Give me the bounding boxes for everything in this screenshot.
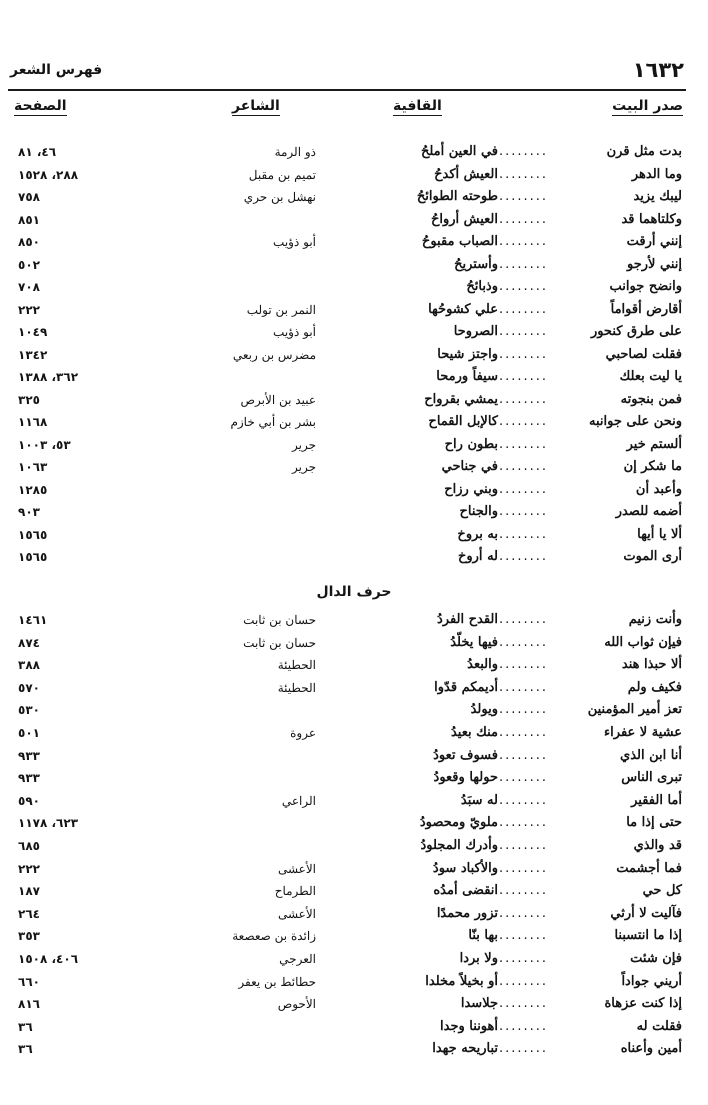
leader-dots: ........ xyxy=(498,391,548,407)
rhyme: العيش أكدحُ xyxy=(434,166,498,182)
first-hemistich: قد والذي xyxy=(633,838,682,853)
poet-name: زائدة بن صعصعة xyxy=(232,929,316,944)
index-row xyxy=(0,722,708,744)
poet-name: الراعي xyxy=(281,793,316,808)
index-row xyxy=(0,745,708,767)
index-row xyxy=(0,344,708,366)
leader-dots: ........ xyxy=(498,211,548,227)
index-row xyxy=(0,321,708,343)
poet-name: الحطيئة xyxy=(277,680,316,695)
index-row xyxy=(0,790,708,812)
poet-name: الأعشى xyxy=(277,906,316,921)
rhyme: الصروحا xyxy=(453,324,498,339)
page-reference: ٤٦، ٨١ xyxy=(18,145,57,159)
rhyme: وأستريحُ xyxy=(454,256,498,272)
rhyme: طوحته الطوائحُ xyxy=(416,189,498,204)
rhyme: وبني رزاح xyxy=(444,481,498,497)
page-reference: ٥٩٠ xyxy=(18,793,40,808)
index-row xyxy=(0,456,708,478)
leader-dots: ........ xyxy=(498,414,548,429)
page-reference: ٣٦ xyxy=(18,1042,33,1057)
rhyme: القدح الفردُ xyxy=(436,612,498,627)
page-reference: ٣٦ xyxy=(18,1019,33,1034)
rhyme: سيفاً ورمحا xyxy=(436,369,498,384)
rhyme: انقضى أمدُه xyxy=(433,883,498,899)
rhyme: في جناحي xyxy=(441,459,498,474)
page-reference: ٦٢٣، ١١٧٨ xyxy=(18,816,79,831)
poet-name: جرير xyxy=(292,437,316,452)
leader-dots: ........ xyxy=(498,928,548,944)
poet-name: حسان بن ثابت xyxy=(243,613,316,627)
page-number: ١٦٣٢ xyxy=(632,58,684,82)
rhyme: له أروخ xyxy=(457,549,498,564)
poet-name: الأحوص xyxy=(277,997,316,1012)
index-row xyxy=(0,993,708,1015)
poet-name: عروة xyxy=(290,726,316,740)
index-row xyxy=(0,1038,708,1060)
index-row xyxy=(0,434,708,456)
rhyme: بها بنّا xyxy=(468,928,498,944)
page-reference: ١٥٦٥ xyxy=(18,550,48,564)
rhyme: والجناح xyxy=(459,504,498,519)
rhyme: فيها يخلّدُ xyxy=(450,634,498,650)
leader-dots: ........ xyxy=(498,436,548,452)
page-reference: ٩٠٣ xyxy=(18,505,40,519)
leader-dots: ........ xyxy=(498,346,548,362)
leader-dots: ........ xyxy=(498,883,548,899)
leader-dots: ........ xyxy=(498,747,548,763)
first-hemistich: أقارض أقواماً xyxy=(610,301,682,317)
column-header-rhyme: القافية xyxy=(393,98,442,114)
header-rule xyxy=(8,89,686,91)
first-hemistich: ألا يا أيها xyxy=(637,526,682,542)
first-hemistich: فيإن ثواب الله xyxy=(604,634,682,650)
rhyme: وأدرك المجلودُ xyxy=(420,838,498,853)
first-hemistich: كل حي xyxy=(642,883,682,899)
index-row xyxy=(0,880,708,902)
index-row xyxy=(0,858,708,880)
leader-dots: ........ xyxy=(498,301,548,317)
leader-dots: ........ xyxy=(498,702,548,718)
page-reference: ٦٨٥ xyxy=(18,839,40,853)
first-hemistich: فما أجشمت xyxy=(616,860,682,876)
first-hemistich: حتى إذا ما xyxy=(626,815,682,831)
index-row xyxy=(0,366,708,388)
index-row xyxy=(0,903,708,925)
page-reference: ١٠٦٣ xyxy=(18,460,48,474)
index-row xyxy=(0,812,708,834)
first-hemistich: إذا ما انتسبنا xyxy=(614,928,682,944)
leader-dots: ........ xyxy=(498,144,548,159)
rhyme: العيش أرواحُ xyxy=(430,211,498,227)
first-hemistich: وانضح جوانب xyxy=(609,279,682,294)
index-row xyxy=(0,767,708,789)
page-reference: ٨٧٤ xyxy=(18,635,40,650)
first-hemistich: أضمه للصدر xyxy=(615,504,682,519)
page-reference: ٣٨٨ xyxy=(18,658,40,673)
page-reference: ٥٠١ xyxy=(18,726,40,740)
first-hemistich: أنا ابن الذي xyxy=(620,747,682,763)
page-reference: ٣٦٢، ١٣٨٨ xyxy=(18,370,79,384)
page-reference: ٥٠٢ xyxy=(18,257,40,272)
leader-dots: ........ xyxy=(498,657,548,673)
page-reference: ٢٦٤ xyxy=(18,906,40,921)
index-row xyxy=(0,699,708,721)
leader-dots: ........ xyxy=(498,526,548,542)
poet-name: ذو الرمة xyxy=(274,145,316,159)
page-reference: ٧٥٨ xyxy=(18,190,40,204)
first-hemistich: أمين وأعناه xyxy=(620,1041,682,1057)
first-hemistich: أرى الموت xyxy=(623,549,682,564)
first-hemistich: تعز أمير المؤمنين xyxy=(587,702,682,718)
leader-dots: ........ xyxy=(498,815,548,831)
index-row xyxy=(0,501,708,523)
rhyme: تزور محمدًا xyxy=(436,905,498,921)
index-row xyxy=(0,479,708,501)
rhyme: والبعدُ xyxy=(467,657,498,673)
leader-dots: ........ xyxy=(498,860,548,876)
rhyme: ولا بردا xyxy=(459,951,498,966)
poet-name: عبيد بن الأبرص xyxy=(240,392,316,407)
page-reference: ٤٠٦، ١٥٠٨ xyxy=(18,952,79,966)
page-reference: ١٠٤٩ xyxy=(18,325,48,339)
page-reference: ٨٥١ xyxy=(18,212,40,227)
first-hemistich: فإن شئت xyxy=(630,951,682,966)
leader-dots: ........ xyxy=(498,634,548,650)
first-hemistich: على طرق كنحور xyxy=(590,324,682,339)
rhyme: تباريحه جهدا xyxy=(432,1041,498,1057)
poet-name: جرير xyxy=(292,460,316,474)
column-header-page: الصفحة xyxy=(14,98,67,114)
leader-dots: ........ xyxy=(498,481,548,497)
page-reference: ٥٣٠ xyxy=(18,703,40,718)
leader-dots: ........ xyxy=(498,905,548,921)
page-reference: ٣٢٥ xyxy=(18,392,40,407)
column-header-first-hemistich: صدر البيت xyxy=(612,98,683,114)
page-reference: ٩٣٣ xyxy=(18,748,40,763)
first-hemistich: تبرى الناس xyxy=(621,770,682,786)
poet-name: تميم بن مقبل xyxy=(248,167,316,182)
section-heading-dal: حرف الدال xyxy=(316,584,392,600)
leader-dots: ........ xyxy=(498,166,548,182)
first-hemistich: ألستم خير xyxy=(626,436,682,452)
poet-name: الأعشى xyxy=(277,861,316,876)
leader-dots: ........ xyxy=(498,549,548,564)
first-hemistich: فمن بنجوته xyxy=(620,391,682,407)
leader-dots: ........ xyxy=(498,279,548,294)
index-row xyxy=(0,254,708,276)
leader-dots: ........ xyxy=(498,770,548,786)
rhyme: بطون راح xyxy=(444,436,498,452)
rhyme: علي كشوحُها xyxy=(428,301,498,317)
leader-dots: ........ xyxy=(498,679,548,695)
index-row xyxy=(0,231,708,253)
page-reference: ٨١٦ xyxy=(18,997,40,1012)
rhyme: والأكباد سودُ xyxy=(432,860,498,876)
rhyme: وذبائحُ xyxy=(466,279,498,294)
rhyme: أديمكم قدّوا xyxy=(434,679,498,695)
leader-dots: ........ xyxy=(498,1018,548,1034)
rhyme: الصباب مقبوحُ xyxy=(421,234,498,249)
index-row xyxy=(0,609,708,631)
first-hemistich: وكلتاهما قد xyxy=(621,211,682,227)
first-hemistich: بدت مثل قرن xyxy=(606,144,682,159)
first-hemistich: ما شكر إن xyxy=(623,459,682,474)
index-row xyxy=(0,209,708,231)
running-title: فهرس الشعر xyxy=(10,62,103,78)
poet-name: أبو ذؤيب xyxy=(273,235,316,249)
first-hemistich: فقلت لصاحبي xyxy=(605,346,682,362)
index-row xyxy=(0,654,708,676)
leader-dots: ........ xyxy=(498,951,548,966)
first-hemistich: عشية لا عفراء xyxy=(604,725,682,740)
rhyme: واجتز شيحا xyxy=(437,346,498,362)
index-row xyxy=(0,925,708,947)
page-reference: ٧٠٨ xyxy=(18,280,40,294)
leader-dots: ........ xyxy=(498,234,548,249)
rhyme: له سبَدُ xyxy=(460,792,498,808)
first-hemistich: فآليت لا أرثي xyxy=(610,905,682,921)
index-row xyxy=(0,971,708,993)
rhyme: به بروخ xyxy=(457,526,498,542)
poet-name: بشر بن أبي خازم xyxy=(230,415,316,429)
first-hemistich: وما الدهر xyxy=(631,166,682,182)
rhyme: ملويّ ومحصودُ xyxy=(419,815,498,831)
page-reference: ١٣٤٢ xyxy=(18,347,48,362)
leader-dots: ........ xyxy=(498,459,548,474)
poet-name: العرجي xyxy=(279,952,316,966)
first-hemistich: ليبك يزيد xyxy=(633,189,682,204)
index-row xyxy=(0,1016,708,1038)
poet-name: حسان بن ثابت xyxy=(243,635,316,650)
page-header xyxy=(10,58,684,88)
index-row xyxy=(0,677,708,699)
rhyme: جلاسدا xyxy=(460,996,498,1012)
index-row xyxy=(0,276,708,298)
page-reference: ٢٨٨، ١٥٢٨ xyxy=(18,167,79,182)
index-row xyxy=(0,948,708,970)
page-reference: ٨٥٠ xyxy=(18,235,40,249)
page-reference: ١٤٦١ xyxy=(18,613,48,627)
leader-dots: ........ xyxy=(498,256,548,272)
index-row xyxy=(0,299,708,321)
leader-dots: ........ xyxy=(498,612,548,627)
poet-name: حطائط بن يعفر xyxy=(238,974,316,989)
leader-dots: ........ xyxy=(498,996,548,1012)
leader-dots: ........ xyxy=(498,189,548,204)
page-reference: ٢٢٢ xyxy=(18,861,40,876)
page-reference: ٢٢٢ xyxy=(18,302,40,317)
column-header-poet: الشاعر xyxy=(232,98,280,114)
index-row xyxy=(0,411,708,433)
leader-dots: ........ xyxy=(498,504,548,519)
poet-name: مضرس بن ربعي xyxy=(232,347,316,362)
rhyme: فسوف تعودُ xyxy=(433,747,498,763)
index-row xyxy=(0,835,708,857)
first-hemistich: ألا حبذا هند xyxy=(621,657,682,673)
rhyme: ويولدُ xyxy=(470,702,498,718)
page-reference: ٦٦٠ xyxy=(18,974,40,989)
poet-name: أبو ذؤيب xyxy=(273,325,316,339)
rhyme: أهوننا وجدا xyxy=(440,1018,498,1034)
page-reference: ١٥٦٥ xyxy=(18,527,48,542)
leader-dots: ........ xyxy=(498,1041,548,1057)
index-row xyxy=(0,186,708,208)
rhyme: حولها وقعودُ xyxy=(433,770,498,786)
poet-name: النمر بن تولب xyxy=(246,302,316,317)
first-hemistich: أما الفقير xyxy=(631,792,682,808)
first-hemistich: إنني أرقت xyxy=(626,234,682,249)
rhyme: أو بخيلاً مخلدا xyxy=(425,973,498,989)
rhyme: كالإبل القماح xyxy=(428,414,498,429)
leader-dots: ........ xyxy=(498,973,548,989)
index-row xyxy=(0,389,708,411)
leader-dots: ........ xyxy=(498,725,548,740)
first-hemistich: أريني جواداً xyxy=(621,973,682,989)
poet-name: الحطيئة xyxy=(277,658,316,673)
poet-name: نهشل بن حري xyxy=(243,190,316,204)
rhyme: منك بعيدُ xyxy=(450,725,498,740)
page-reference: ١٢٨٥ xyxy=(18,482,48,497)
first-hemistich: فكيف ولم xyxy=(627,679,682,695)
index-row xyxy=(0,164,708,186)
leader-dots: ........ xyxy=(498,838,548,853)
first-hemistich: وأنت زنيم xyxy=(628,612,682,627)
first-hemistich: فقلت له xyxy=(636,1018,682,1034)
leader-dots: ........ xyxy=(498,369,548,384)
first-hemistich: إنني لأرجو xyxy=(627,256,682,272)
page-reference: ٥٣، ١٠٠٣ xyxy=(18,437,71,452)
rhyme: في العين أملحُ xyxy=(420,144,498,159)
page-reference: ١١٦٨ xyxy=(18,415,48,429)
index-row xyxy=(0,546,708,568)
page-reference: ١٨٧ xyxy=(18,884,40,899)
poet-name: الطرماح xyxy=(274,884,316,899)
page-reference: ٥٧٠ xyxy=(18,680,40,695)
first-hemistich: ونحن على جوانبه xyxy=(588,414,682,429)
page-reference: ٣٥٣ xyxy=(18,929,40,944)
index-row xyxy=(0,632,708,654)
leader-dots: ........ xyxy=(498,792,548,808)
first-hemistich: وأعبد أن xyxy=(635,481,682,497)
first-hemistich: إذا كنت عزهاة xyxy=(604,996,682,1012)
first-hemistich: يا ليت بعلك xyxy=(619,369,682,384)
rhyme: يمشي بقرواح xyxy=(424,391,498,407)
leader-dots: ........ xyxy=(498,324,548,339)
index-row xyxy=(0,524,708,546)
index-row xyxy=(0,141,708,163)
page-reference: ٩٣٣ xyxy=(18,771,40,786)
